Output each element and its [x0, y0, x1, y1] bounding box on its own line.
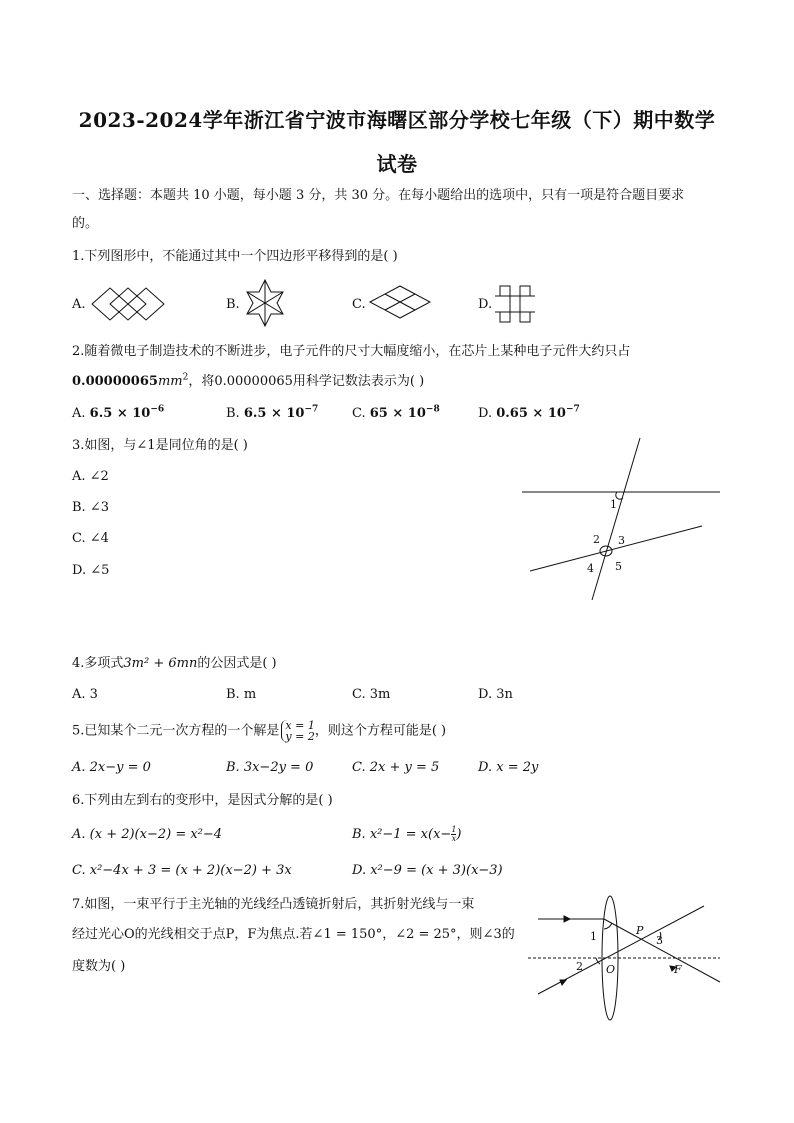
q7-label-3: 3 [656, 934, 663, 947]
q5-option-c: C. 2x + y = 5 [352, 760, 440, 775]
q2-option-a [72, 405, 164, 423]
q2-option-b [226, 405, 318, 423]
q3-option-b: B. ∠3 [72, 500, 109, 515]
q5-option-d: D. x = 2y [478, 760, 539, 775]
q7-stem-line2: 经过光心O的光线相交于点P，F为焦点.若∠1 = 150°，∠2 = 25°，则∠3的 [72, 927, 515, 942]
q2-option-c [352, 405, 440, 423]
q3-label-5: 5 [615, 560, 622, 573]
q1-option-c-label: C. [352, 297, 366, 312]
q5-stem-suffix: ，则这个方程可能是( ) [314, 723, 447, 739]
q3-label-3: 3 [618, 534, 625, 547]
q2-area-unit-exp: 2 [182, 372, 189, 383]
q7-stem-line3: 度数为( ) [72, 959, 126, 974]
section-heading-line1: 一、选择题：本题共 10 小题，每小题 3 分，共 30 分。在每小题给出的选项中，只有一项是符合题目要求 [72, 188, 685, 203]
q3-label-1: 1 [610, 498, 617, 511]
q4-option-d: D. 3n [478, 687, 513, 702]
q6-option-a: A. (x + 2)(x−2) = x²−4 [72, 827, 223, 842]
q3-option-d: D. ∠5 [72, 563, 110, 578]
q1-option-b-label: B. [226, 297, 240, 312]
q3-option-c: C. ∠4 [72, 531, 109, 546]
q2-option-b-exp: −7 [304, 404, 319, 415]
q3-label-2: 2 [593, 533, 600, 546]
q2-option-c-mantissa: 65 × 10 [369, 406, 426, 421]
q1-figure-a [90, 286, 170, 322]
q6-option-b-suffix: ) [456, 827, 462, 842]
q6-option-d: D. x²−9 = (x + 3)(x−3) [352, 863, 503, 878]
q2-option-c-exp: −8 [425, 404, 440, 415]
q4-option-b: B. m [226, 687, 257, 702]
q1-stem: 1.下列图形中，不能通过其中一个四边形平移得到的是( ) [72, 249, 398, 264]
q7-label-2: 2 [576, 960, 583, 973]
q5-stem-prefix: 5.已知某个二元一次方程的一个解是 [72, 723, 280, 739]
q5-stem [72, 720, 446, 742]
q7-stem-line1: 7.如图，一束平行于主光轴的光线经凸透镜折射后，其折射光线与一束 [72, 897, 475, 912]
q2-option-d-label: D. [478, 406, 493, 421]
q5-system-line2: y = 2 [285, 730, 315, 743]
q3-option-a: A. ∠2 [72, 469, 109, 484]
q1-option-d-label: D. [478, 297, 493, 312]
q1-figure-d [494, 284, 536, 324]
q6-option-c: C. x²−4x + 3 = (x + 2)(x−2) + 3x [72, 863, 292, 878]
q2-option-a-mantissa: 6.5 × 10 [89, 406, 151, 421]
q2-option-d-mantissa: 0.65 × 10 [496, 406, 566, 421]
section-heading-line2: 的。 [72, 216, 99, 231]
q2-option-b-mantissa: 6.5 × 10 [243, 406, 305, 421]
q7-figure [524, 894, 724, 1024]
q3-stem: 3.如图，与∠1是同位角的是( ) [72, 438, 248, 453]
q6-option-b-prefix: B. x²−1 = x(x− [352, 827, 452, 842]
q1-figure-c [368, 284, 432, 320]
q6-option-b [352, 826, 461, 844]
q2-stem-line2-rest: ，将0.00000065用科学记数法表示为( ) [188, 374, 425, 389]
q7-label-o: O [606, 963, 616, 976]
q3-figure [520, 436, 722, 602]
exam-title-line2: 试卷 [376, 152, 418, 176]
q2-option-d [478, 405, 580, 423]
q2-stem-line1: 2.随着微电子制造技术的不断进步，电子元件的尺寸大幅度缩小，在芯片上某种电子元件大约只占 [72, 344, 631, 359]
q4-option-c: C. 3m [352, 687, 391, 702]
q2-stem-line2 [72, 373, 424, 391]
q1-option-a-label: A. [72, 297, 86, 312]
q3-label-4: 4 [587, 562, 594, 575]
q7-label-f: F [674, 963, 682, 976]
q5-equation-system [281, 720, 314, 742]
q2-option-a-label: A. [72, 406, 86, 421]
q2-option-d-exp: −7 [565, 404, 580, 415]
q6-stem: 6.下列由左到右的变形中，是因式分解的是( ) [72, 793, 333, 808]
q6-option-b-denominator: x [451, 834, 457, 843]
q4-option-a: A. 3 [72, 687, 98, 702]
q6-option-b-numerator: 1 [451, 825, 457, 834]
q4-expression: 3m² + 6mn [123, 656, 198, 671]
q4-stem [72, 655, 277, 673]
q1-figure-b [240, 278, 290, 328]
q7-label-1: 1 [590, 930, 597, 943]
exam-title-line1: 2023-2024学年浙江省宁波市海曙区部分学校七年级（下）期中数学 [78, 108, 716, 132]
q2-area-unit: mm [157, 374, 183, 389]
q2-option-b-label: B. [226, 406, 240, 421]
q5-option-b: B. 3x−2y = 0 [226, 760, 314, 775]
q2-option-c-label: C. [352, 406, 366, 421]
q4-stem-prefix: 4.多项式 [72, 656, 124, 671]
q5-option-a: A. 2x−y = 0 [72, 760, 151, 775]
q5-system-line1: x = 1 [285, 719, 315, 732]
q7-label-p: P [636, 924, 644, 937]
q2-area-value: 0.00000065 [72, 374, 158, 389]
q2-option-a-exp: −6 [150, 404, 165, 415]
q4-stem-suffix: 的公因式是( ) [197, 656, 277, 671]
